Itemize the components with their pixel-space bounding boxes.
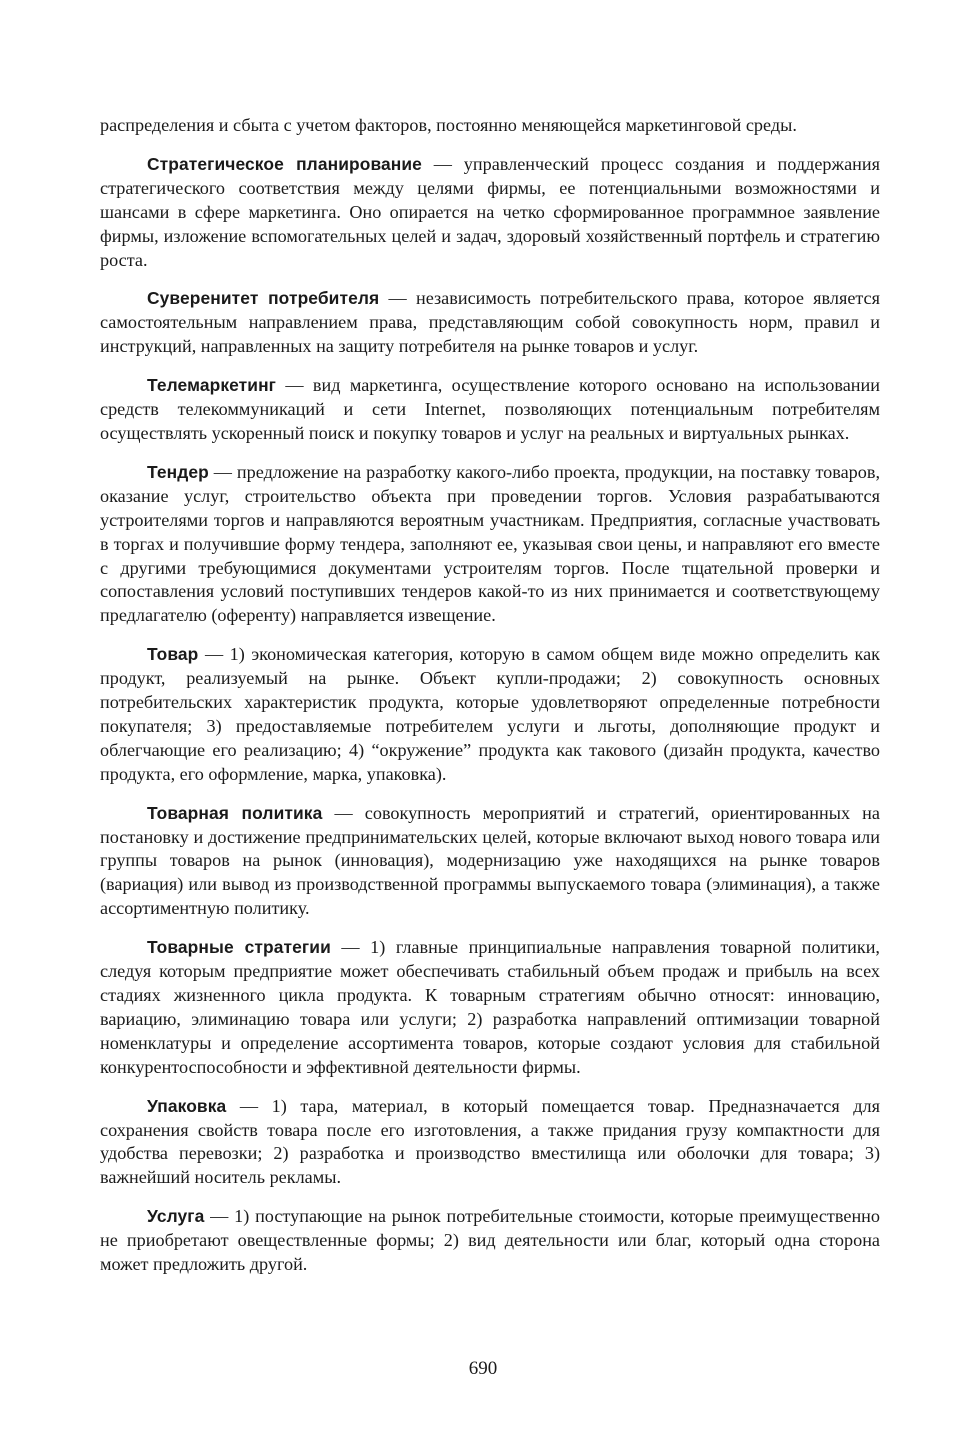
- entry-term: Товар: [147, 644, 199, 665]
- entry-product-policy: [100, 802, 880, 922]
- entry-term: Товарная политика: [147, 802, 323, 823]
- entry-definition: — совокупность мероприятий и стратегий, ориентированных на постановку и достижение предпринимательских целей, которые включают выход нового товара или группы товаров на рынок (инновация), модернизацию уже находящихся на рынке товаров (вариация) или вывод из производственной программы выпускаемого товара (элиминация), а также ассортиментную политику.: [100, 802, 880, 919]
- entry-service: [100, 1205, 880, 1277]
- page-number: 690: [468, 1358, 498, 1379]
- entry-strategic-planning: [100, 153, 880, 273]
- entry-telemarketing: [100, 374, 880, 446]
- entry-product: [100, 643, 880, 786]
- entry-consumer-sovereignty: [100, 287, 880, 359]
- entry-term: Услуга: [147, 1206, 205, 1227]
- entry-packaging: [100, 1095, 880, 1191]
- entry-definition: — 1) поступающие на рынок потребительные стоимости, которые преимущественно не приобретают овеществленные формы; 2) вид деятельности или благ, который одна сторона может предложить другой.: [100, 1206, 880, 1275]
- intro-paragraph: распределения и сбыта с учетом факторов, постоянно меняющейся маркетинговой среды.: [100, 115, 797, 135]
- entry-definition: — вид маркетинга, осуществление которого основано на использовании средств телекоммуникаций и сети Internet, позволяющих потенциальным потребителям осуществлять ускоренный поиск и покупку товаров и услуг на реальных и виртуальных рынках.: [100, 375, 880, 443]
- entry-definition: — независимость потребительского права, которое является самостоятельным направлением права, представляющим собой совокупность норм, правил и инструкций, направленных на защиту потребителя на рынке товаров и услуг.: [100, 288, 880, 357]
- entry-term: Суверенитет потребителя: [147, 288, 380, 309]
- entry-term: Стратегическое планирование: [147, 153, 422, 174]
- entry-term: Товарные стратегии: [147, 937, 331, 958]
- entry-term: Упаковка: [147, 1095, 227, 1116]
- entry-term: Тендер: [147, 461, 209, 482]
- entry-definition: — предложение на разработку какого-либо проекта, продукции, на поставку товаров, оказание услуг, строительство объекта при проведении торгов. Условия разрабатываются устроителями торгов и направляются вероятным участникам. Предприятия, согласные участвовать в торгах и получившие форму тендера, заполняют ее, указывая свои цены, и направляют его вместе с другими требующимися документами устроителям торгов. После тщательной проверки и сопоставления условий поступивших тендеров какой-то из них принимается и соответствующему предлагателю (оференту) направляется извещение.: [100, 461, 880, 626]
- entry-definition: — 1) экономическая категория, которую в самом общем виде можно определить как продукт, реализуемый на рынке. Объект купли-продажи; 2) совокупность основных потребительских характеристик продукта, которые удовлетворяют определенные потребности покупателя; 3) предоставляемые потребителем услуги и льготы, дополняющие продукт и облегчающие его реализацию; 4) “окружение” продукта как такового (дизайн продукта, качество продукта, его оформление, марка, упаковка).: [100, 644, 880, 784]
- entry-definition: — 1) главные принципиальные направления товарной политики, следуя которым предприятие может обеспечивать стабильный объем продаж и прибыль на всех стадиях жизненного цикла продукта. К товарным стратегиям обычно относят: инновацию, вариацию, элиминацию товара или услуги; 2) разработка направлений оптимизации товарной номенклатуры и определение ассортимента товаров, которые создают условия для стабильной конкурентоспособности и эффективной деятельности фирмы.: [100, 937, 880, 1077]
- entry-term: Телемаркетинг: [147, 375, 277, 396]
- entry-definition: — 1) тара, материал, в который помещается товар. Предназначается для сохранения свойств товара после его изготовления, а также придания грузу компактности для удобства перевозки; 2) разработка и производство вместилища или оболочки для товара; 3) важнейший носитель рекламы.: [100, 1095, 880, 1188]
- entry-definition: — управленческий процесс создания и поддержания стратегического соответствия между целями фирмы, ее потенциальными возможностями и шансами в сфере маркетинга. Оно опирается на четко сформированное программное заявление фирмы, изложение вспомогательных целей и задач, здоровый хозяйственный портфель и стратегию роста.: [100, 153, 880, 270]
- entry-tender: [100, 461, 880, 628]
- page-body: [100, 114, 880, 1292]
- entry-product-strategies: [100, 936, 880, 1079]
